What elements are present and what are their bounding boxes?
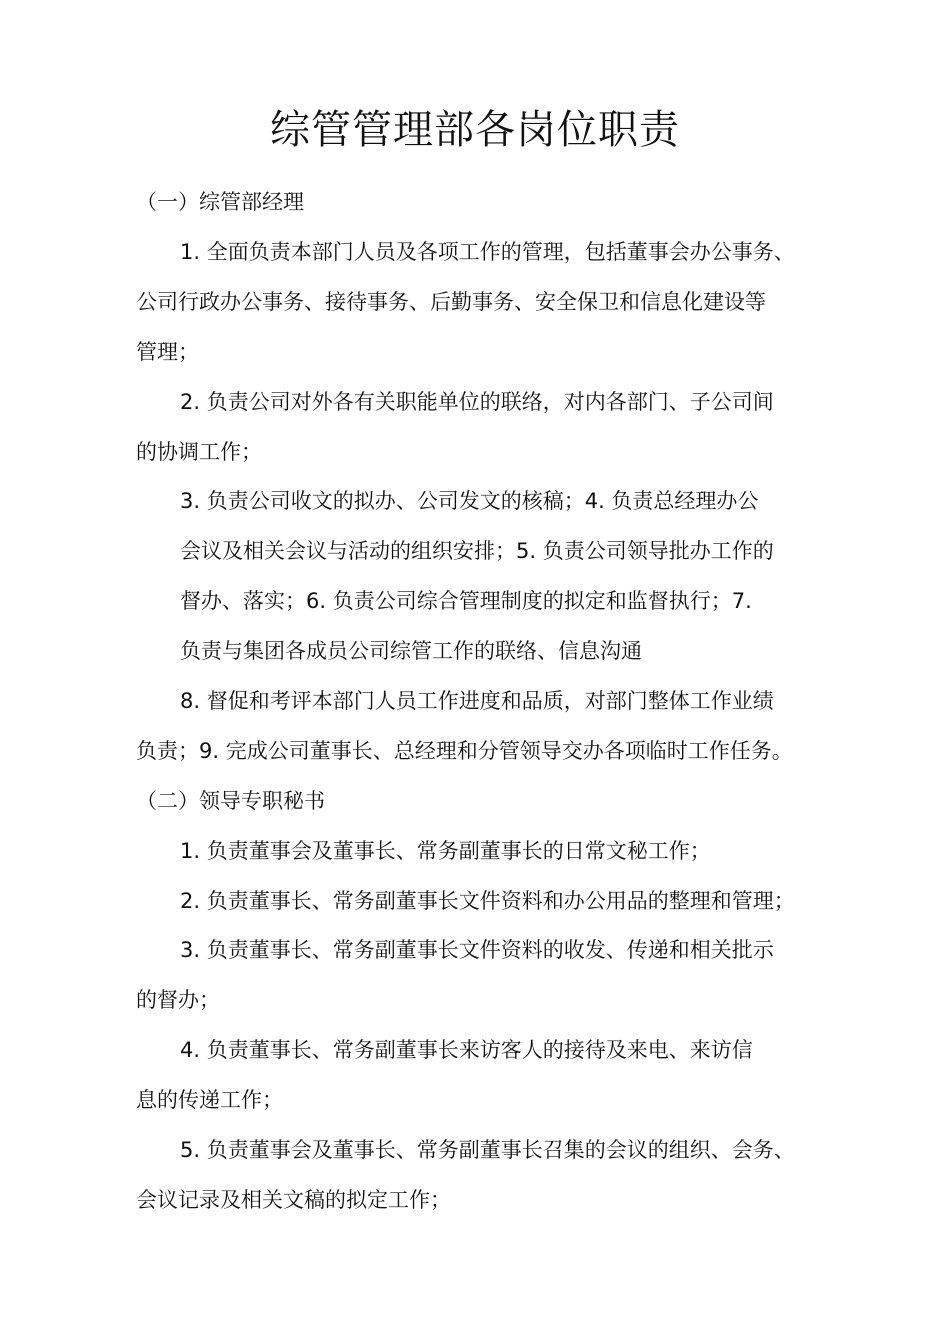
paragraph-line: 息的传递工作； bbox=[136, 1088, 283, 1112]
paragraph-line: 管理； bbox=[136, 340, 199, 364]
paragraph-line: 5. 负责董事会及董事长、常务副董事长召集的会议的组织、会务、 bbox=[180, 1138, 795, 1162]
paragraph-line: 4. 负责董事长、常务副董事长来访客人的接待及来电、来访信 bbox=[180, 1038, 753, 1062]
paragraph-line: 8. 督促和考评本部门人员工作进度和品质，对部门整体工作业绩 bbox=[180, 689, 774, 713]
paragraph-line: 3. 负责董事长、常务副董事长文件资料的收发、传递和相关批示 bbox=[180, 938, 774, 962]
paragraph-line: 1. 负责董事会及董事长、常务副董事长的日常文秘工作； bbox=[180, 839, 711, 863]
paragraph-line: 的督办； bbox=[136, 988, 220, 1012]
paragraph-line: 负责；9. 完成公司董事长、总经理和分管领导交办各项临时工作任务。 bbox=[136, 739, 793, 763]
paragraph-line: 负责与集团各成员公司综管工作的联络、信息沟通 bbox=[180, 639, 642, 663]
paragraph-line: 督办、落实；6. 负责公司综合管理制度的拟定和监督执行；7. bbox=[180, 589, 752, 613]
paragraph-line: 的协调工作； bbox=[136, 440, 262, 464]
document-title: 综管管理部各岗位职责 bbox=[270, 107, 680, 153]
section-heading-manager: （一）综管部经理 bbox=[136, 190, 304, 214]
paragraph-line: 公司行政办公事务、接待事务、后勤事务、安全保卫和信息化建设等 bbox=[136, 290, 766, 314]
paragraph-line: 会议及相关会议与活动的组织安排；5. 负责公司领导批办工作的 bbox=[180, 539, 774, 563]
paragraph-line: 3. 负责公司收文的拟办、公司发文的核稿；4. 负责总经理办公 bbox=[180, 489, 759, 513]
paragraph-line: 2. 负责董事长、常务副董事长文件资料和办公用品的整理和管理； bbox=[180, 889, 795, 913]
paragraph-line: 会议记录及相关文稿的拟定工作； bbox=[136, 1188, 451, 1212]
paragraph-line: 1. 全面负责本部门人员及各项工作的管理，包括董事会办公事务、 bbox=[180, 240, 795, 264]
section-heading-secretary: （二）领导专职秘书 bbox=[136, 789, 325, 813]
paragraph-line: 2. 负责公司对外各有关职能单位的联络，对内各部门、子公司间 bbox=[180, 390, 774, 414]
